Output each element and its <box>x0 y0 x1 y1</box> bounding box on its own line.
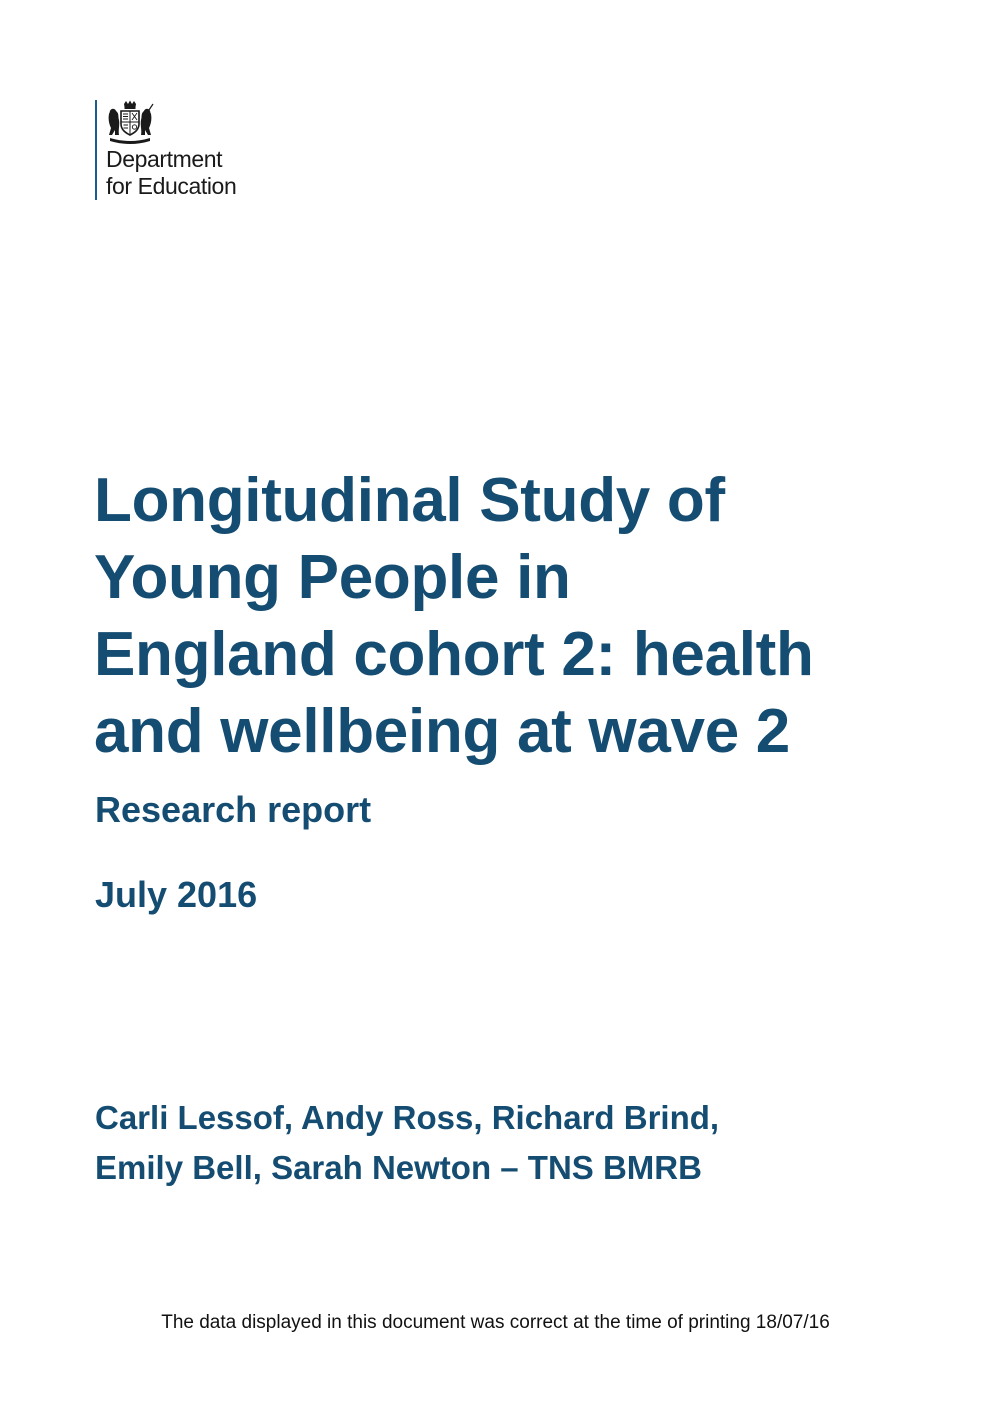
royal-coat-of-arms-icon <box>106 100 154 144</box>
report-title-line1: Longitudinal Study of <box>94 466 725 535</box>
report-type: Research report <box>95 789 372 830</box>
authors-line1: Carli Lessof, Andy Ross, Richard Brind, <box>95 1099 720 1136</box>
department-name-line1: Department <box>106 146 223 172</box>
publication-date: July 2016 <box>95 874 258 915</box>
report-title <box>94 462 914 770</box>
department-name <box>106 146 236 200</box>
department-name-line2: for Education <box>106 173 237 199</box>
report-title-line2: Young People in <box>94 543 571 612</box>
report-title-line4: and wellbeing at wave 2 <box>94 697 790 766</box>
report-title-line3: England cohort 2: health <box>94 620 814 689</box>
authors-line2: Emily Bell, Sarah Newton – TNS BMRB <box>95 1149 702 1186</box>
printing-note: The data displayed in this document was correct at the time of printing 18/07/16 <box>161 1312 830 1333</box>
authors <box>95 1093 719 1193</box>
department-logo <box>95 100 236 200</box>
